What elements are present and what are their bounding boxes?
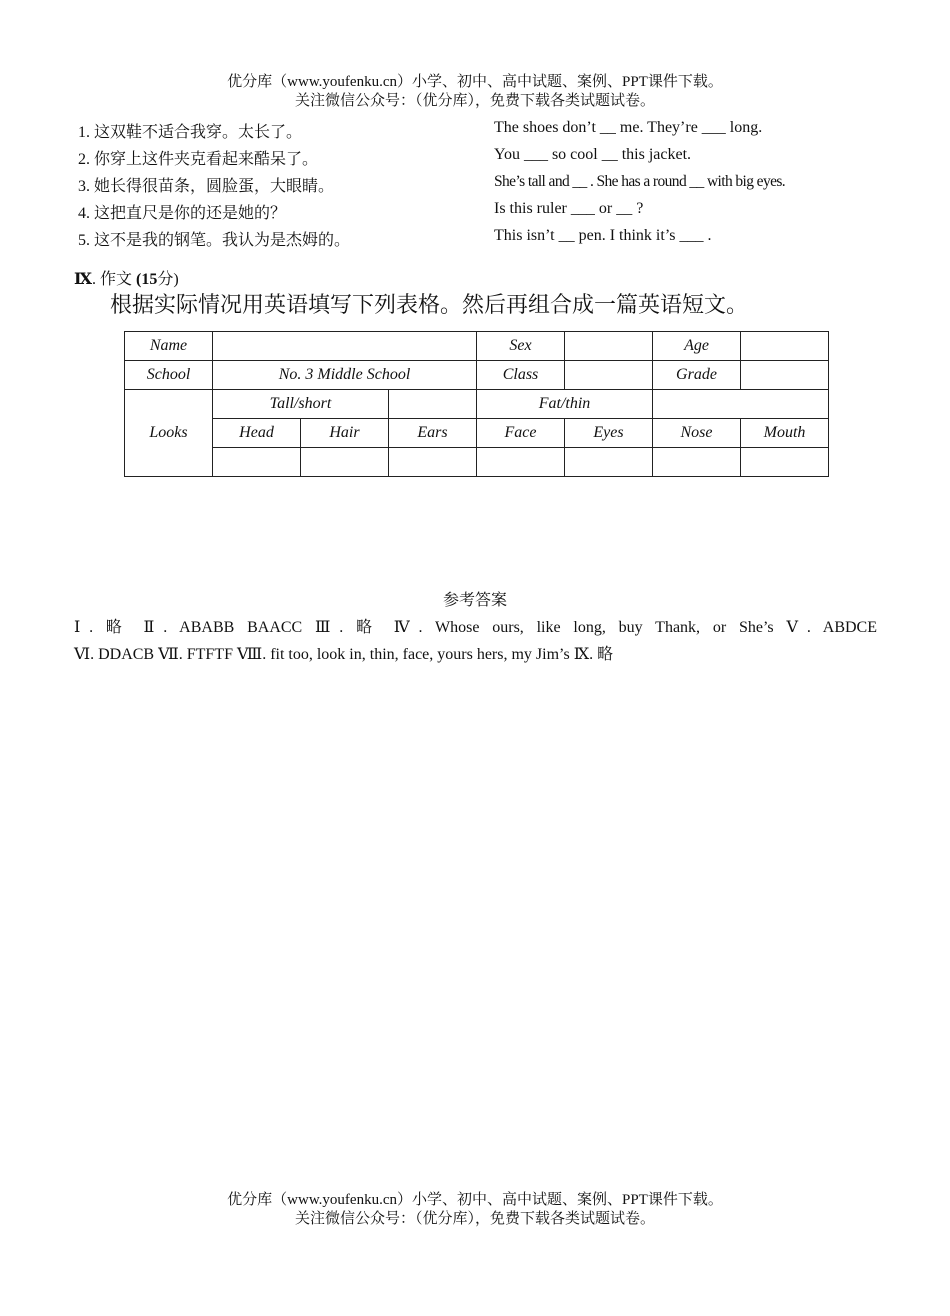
name-label: Name [125, 332, 213, 361]
translation-english: The shoes don’t __ me. They’re ___ long. [494, 119, 763, 136]
ears-cell[interactable] [389, 448, 477, 477]
table-row [125, 419, 829, 448]
footer-line-2: 关注微信公众号：（优分库），免费下载各类试题试卷。 [294, 1211, 655, 1227]
footer-line-1: 优分库（www.youfenku.cn）小学、初中、高中试题、案例、PPT课件下载。 [227, 1192, 723, 1208]
sex-cell[interactable] [565, 332, 653, 361]
head-label: Head [213, 419, 301, 448]
translation-english: Is this ruler ___ or __ ? [494, 200, 644, 217]
name-cell[interactable] [213, 332, 477, 361]
grade-cell[interactable] [741, 361, 829, 390]
class-label: Class [477, 361, 565, 390]
translation-chinese: 3. 她长得很苗条，圆脸蛋，大眼睛。 [78, 178, 335, 195]
section-9-points-unit: 分) [157, 271, 179, 288]
answer-key-line-1: Ⅰ. 略 Ⅱ. ABABB BAACC Ⅲ. 略 Ⅳ. Whose ours, like long, buy Thank, or She’s Ⅴ. ABDCE [74, 619, 877, 636]
hair-label: Hair [301, 419, 389, 448]
table-row [125, 361, 829, 390]
section-9-label: 作文 [100, 271, 133, 288]
fat-thin-cell[interactable] [653, 390, 829, 419]
school-label: School [125, 361, 213, 390]
translation-chinese: 4. 这把直尺是你的还是她的？ [78, 205, 287, 222]
head-cell[interactable] [213, 448, 301, 477]
mouth-label: Mouth [741, 419, 829, 448]
section-9-points: (15 [136, 271, 158, 288]
grade-label: Grade [653, 361, 741, 390]
hair-cell[interactable] [301, 448, 389, 477]
section-9-numeral: Ⅸ [74, 271, 93, 288]
page-footer [0, 1191, 950, 1229]
age-label: Age [653, 332, 741, 361]
face-label: Face [477, 419, 565, 448]
age-cell[interactable] [741, 332, 829, 361]
looks-label: Looks [125, 390, 213, 477]
header-line-2: 关注微信公众号：（优分库），免费下载各类试题试卷。 [294, 93, 655, 109]
ears-label: Ears [389, 419, 477, 448]
table-row [125, 448, 829, 477]
translation-chinese: 1. 这双鞋不适合我穿。太长了。 [78, 124, 303, 141]
class-cell[interactable] [565, 361, 653, 390]
table-row [125, 390, 829, 419]
eyes-cell[interactable] [565, 448, 653, 477]
translation-english: She’s tall and __ . She has a round __ with big eyes. [494, 173, 786, 190]
translation-item [0, 200, 950, 227]
eyes-label: Eyes [565, 419, 653, 448]
composition-instruction: 根据实际情况用英语填写下列表格。然后再组合成一篇英语短文。 [110, 292, 749, 317]
nose-cell[interactable] [653, 448, 741, 477]
table-row [125, 332, 829, 361]
translation-chinese: 2. 你穿上这件夹克看起来酷呆了。 [78, 151, 319, 168]
header-line-1: 优分库（www.youfenku.cn）小学、初中、高中试题、案例、PPT课件下载。 [227, 74, 723, 90]
translation-english: This isn’t __ pen. I think it’s ___ . [494, 227, 712, 244]
tall-short-label: Tall/short [213, 390, 389, 419]
tall-short-cell[interactable] [389, 390, 477, 419]
face-cell[interactable] [477, 448, 565, 477]
translation-item [0, 119, 950, 146]
translation-english: You ___ so cool __ this jacket. [494, 146, 692, 163]
sex-label: Sex [477, 332, 565, 361]
answer-key-line-2: Ⅵ. DDACB Ⅶ. FTFTF Ⅷ. fit too, look in, thin, face, yours hers, my Jim’s Ⅸ. 略 [74, 646, 614, 663]
nose-label: Nose [653, 419, 741, 448]
school-value: No. 3 Middle School [213, 361, 477, 390]
fat-thin-label: Fat/thin [477, 390, 653, 419]
answer-key-title: 参考答案 [442, 592, 507, 609]
translation-item [0, 146, 950, 173]
translation-item [0, 173, 950, 200]
info-table [124, 331, 829, 477]
section-9-heading: Ⅸ. 作文 (15分) [74, 271, 179, 288]
page-header [0, 73, 950, 111]
mouth-cell[interactable] [741, 448, 829, 477]
translation-item [0, 227, 950, 254]
translation-chinese: 5. 这不是我的钢笔。我认为是杰姆的。 [78, 232, 351, 249]
